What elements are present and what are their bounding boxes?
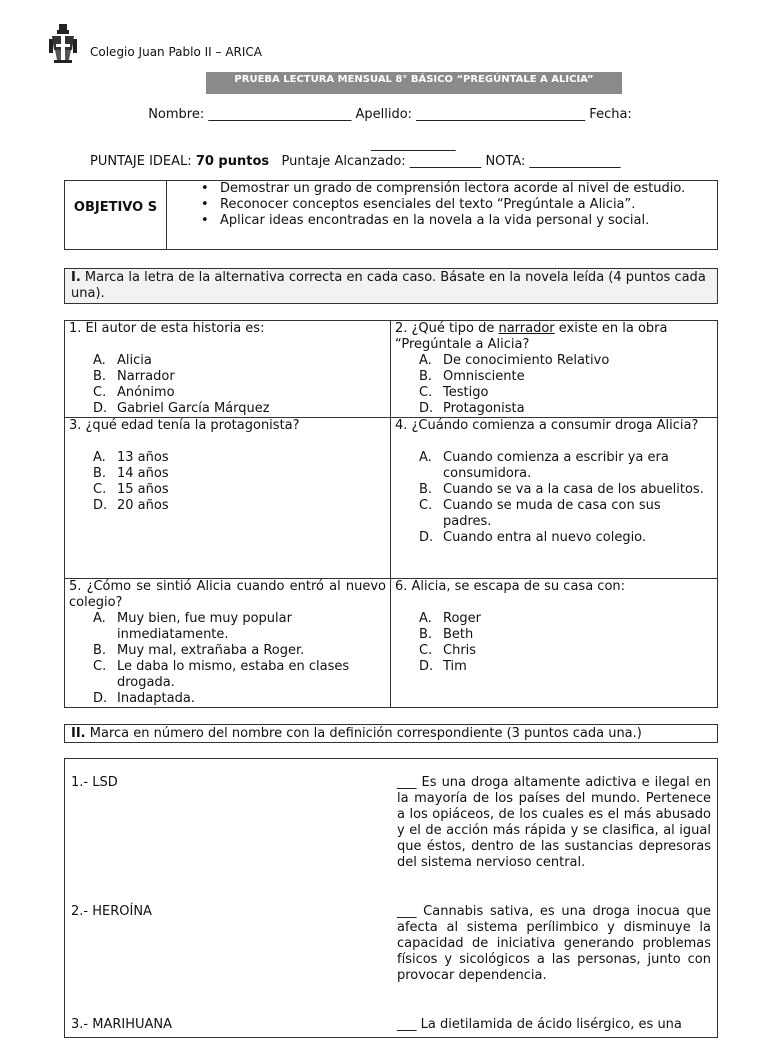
question-5-cell: [65, 579, 390, 707]
question-6-text: 6. Alicia, se escapa de su casa con:: [395, 579, 626, 594]
term-item: 1.- LSD: [71, 775, 118, 790]
section-1-numeral: I.: [71, 270, 81, 285]
section-1-text: Marca la letra de la alternativa correcta en cada caso. Básate en la novela leída (4 puntos cada una).: [71, 270, 706, 301]
option-a[interactable]: A. 13 años: [93, 450, 169, 465]
objective-item: • Demostrar un grado de comprensión lectora acorde al nivel de estudio.: [220, 181, 705, 197]
school-name: Colegio Juan Pablo II – ARICA: [90, 45, 263, 59]
question-2-text: 2. ¿Qué tipo de narrador existe en la obra “Pregúntale a Alicia?: [395, 321, 668, 352]
option-d[interactable]: D. Gabriel García Márquez: [93, 401, 270, 416]
school-crest-icon: [46, 24, 80, 64]
ideal-score-label: PUNTAJE IDEAL:: [90, 154, 192, 169]
term-item: 3.- MARIHUANA: [71, 1017, 173, 1032]
section-2-instructions: [64, 724, 718, 743]
score-fields-line: [90, 154, 621, 170]
objective-item: • Aplicar ideas encontradas en la novela a la vida personal y social.: [220, 213, 705, 229]
option-c[interactable]: C. Le daba lo mismo, estaba en clases drogada.: [93, 659, 350, 690]
section-1-instructions: [64, 268, 718, 304]
date-field-blank: _____________: [371, 137, 456, 152]
objectives-label: OBJETIVO S: [65, 181, 167, 249]
matching-table: [64, 758, 718, 1038]
section-2-numeral: II.: [71, 726, 86, 741]
question-6-cell: [391, 579, 717, 675]
score-fields-rest: Puntaje Alcanzado: ___________ NOTA: ______________: [281, 154, 621, 169]
definition-item[interactable]: ___ La dietilamida de ácido lisérgico, es una: [397, 1017, 682, 1032]
option-b[interactable]: B. Narrador: [93, 369, 175, 384]
option-b[interactable]: B. Beth: [419, 627, 474, 642]
option-b[interactable]: B. Muy mal, extrañaba a Roger.: [93, 643, 305, 658]
exam-title: PRUEBA LECTURA MENSUAL 8° BÁSICO “PREGÚNTALE A ALICIA”: [206, 72, 622, 94]
student-fields-line: Nombre: ______________________ Apellido: __________________________ Fecha:: [148, 107, 632, 122]
option-c[interactable]: C. 15 años: [93, 482, 169, 497]
ideal-score-value: 70 puntos: [195, 154, 270, 169]
question-1-cell: [65, 321, 390, 417]
question-3-cell: [65, 418, 390, 514]
objectives-table: [64, 180, 718, 250]
objectives-list: [168, 181, 717, 229]
option-c[interactable]: C. Cuando se muda de casa con sus padres.: [419, 498, 661, 529]
option-a[interactable]: A. Muy bien, fue muy popular inmediatamente.: [93, 611, 292, 642]
option-c[interactable]: C. Chris: [419, 643, 477, 658]
option-a[interactable]: A. De conocimiento Relativo: [419, 353, 610, 368]
option-b[interactable]: B. Omnisciente: [419, 369, 525, 384]
option-d[interactable]: D. Tim: [419, 659, 467, 674]
option-a[interactable]: A. Roger: [419, 611, 481, 626]
question-3-text: 3. ¿qué edad tenía la protagonista?: [69, 418, 300, 433]
definition-item[interactable]: ___ Es una droga altamente adictiva e ilegal en la mayoría de los países del mundo. Pertenece a los opiáceos, de los cuales es el más abusado y el de acción más rápida y se clasifica, al igual que éstos, dentro de las sustancias depresoras del sistema nervioso central.: [397, 775, 711, 870]
option-d[interactable]: D. 20 años: [93, 498, 169, 513]
question-2-cell: [391, 321, 717, 417]
question-4-cell: [391, 418, 717, 546]
questions-table: [64, 320, 718, 708]
option-b[interactable]: B. 14 años: [93, 466, 169, 481]
option-a[interactable]: A. Alicia: [93, 353, 152, 368]
objective-item: • Reconocer conceptos esenciales del texto “Pregúntale a Alicia”.: [220, 197, 705, 213]
definition-item[interactable]: ___ Cannabis sativa, es una droga inocua que afecta al sistema perílimbico y disminuye la capacidad de iniciativa generando problemas físicos y sicológicos a las personas, junto con provocar dependencia.: [397, 904, 711, 983]
option-a[interactable]: A. Cuando comienza a escribir ya era consumidora.: [419, 450, 669, 481]
section-2-text: Marca en número del nombre con la definición correspondiente (3 puntos cada una.): [89, 726, 642, 741]
option-c[interactable]: C. Anónimo: [93, 385, 175, 400]
term-item: 2.- HEROÍNA: [71, 904, 152, 919]
option-b[interactable]: B. Cuando se va a la casa de los abuelitos.: [419, 482, 704, 497]
question-4-text: 4. ¿Cuándo comienza a consumir droga Alicia?: [395, 418, 699, 433]
option-d[interactable]: D. Inadaptada.: [93, 691, 195, 706]
question-5-text: 5. ¿Cómo se sintió Alicia cuando entró al nuevo colegio?: [69, 579, 386, 610]
option-d[interactable]: D. Protagonista: [419, 401, 525, 416]
option-c[interactable]: C. Testigo: [419, 385, 489, 400]
question-1-text: 1. El autor de esta historia es:: [69, 321, 265, 336]
option-d[interactable]: D. Cuando entra al nuevo colegio.: [419, 530, 647, 545]
